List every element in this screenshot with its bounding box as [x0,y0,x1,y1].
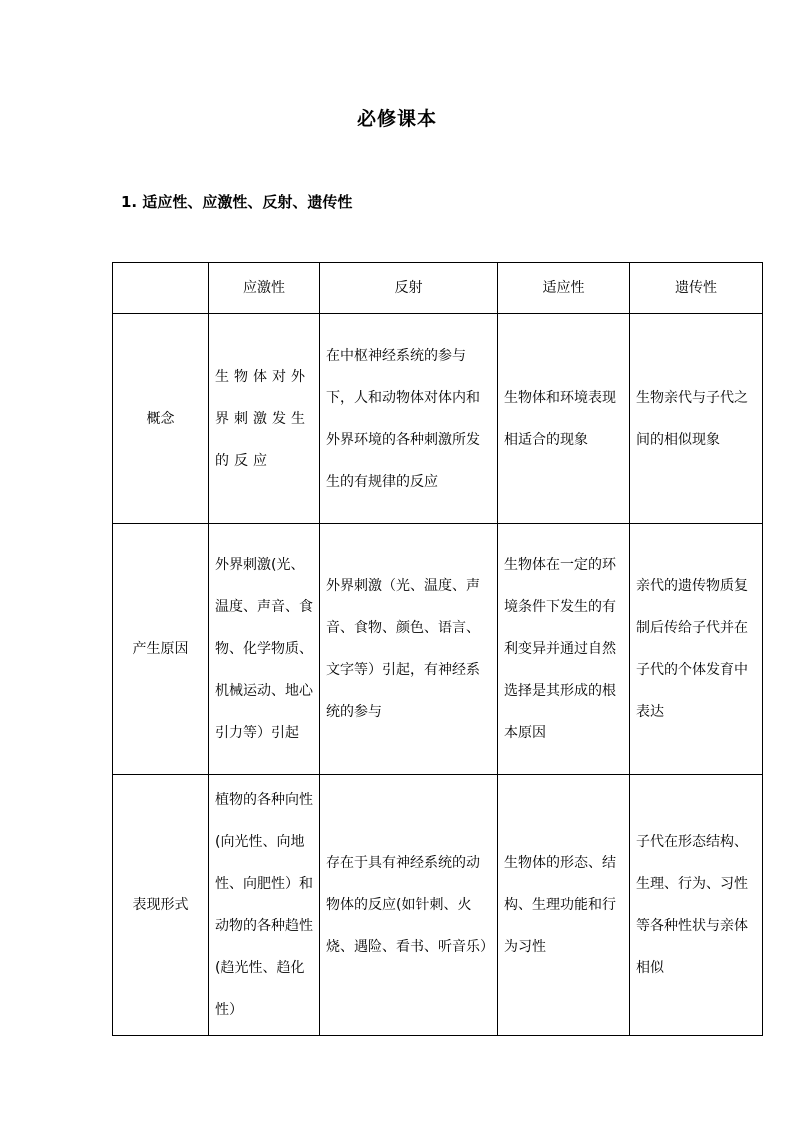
table-cell: 生物亲代与子代之间的相似现象 [630,314,763,524]
section-heading: 1. 适应性、应激性、反射、遗传性 [121,193,353,211]
table-cell: 存在于具有神经系统的动物体的反应(如针刺、火烧、遇险、看书、听音乐） [320,775,498,1036]
table-header-row [113,263,763,314]
header-corner-cell [113,263,209,314]
table-row [113,524,763,775]
table-cell: 亲代的遗传物质复制后传给子代并在子代的个体发育中表达 [630,524,763,775]
page-title: 必修课本 [356,108,437,130]
table-cell: 植物的各种向性(向光性、向地性、向肥性）和动物的各种趋性(趋光性、趋化性） [209,775,320,1036]
table-cell: 生物体在一定的环境条件下发生的有利变异并通过自然选择是其形成的根本原因 [498,524,630,775]
row-label-manifestation: 表现形式 [113,775,209,1036]
table-row [113,314,763,524]
table-cell: 在中枢神经系统的参与下，人和动物体对体内和外界环境的各种刺激所发生的有规律的反应 [320,314,498,524]
row-label-cause: 产生原因 [113,524,209,775]
table-cell: 生物体的形态、结构、生理功能和行为习性 [498,775,630,1036]
header-cell-adaptation: 适应性 [498,263,630,314]
table-cell: 外界刺激(光、温度、声音、食物、化学物质、机械运动、地心引力等）引起 [209,524,320,775]
table-cell: 子代在形态结构、生理、行为、习性等各种性状与亲体相似 [630,775,763,1036]
header-cell-reflex: 反射 [320,263,498,314]
table-cell: 生物体对外界刺激发生的反应 [209,314,320,524]
row-label-concept: 概念 [113,314,209,524]
header-cell-stress-response: 应激性 [209,263,320,314]
table-cell: 外界刺激（光、温度、声音、食物、颜色、语言、文字等）引起，有神经系统的参与 [320,524,498,775]
comparison-table [112,262,763,1036]
table-cell: 生物体和环境表现相适合的现象 [498,314,630,524]
header-cell-heredity: 遗传性 [630,263,763,314]
table-row [113,775,763,1036]
